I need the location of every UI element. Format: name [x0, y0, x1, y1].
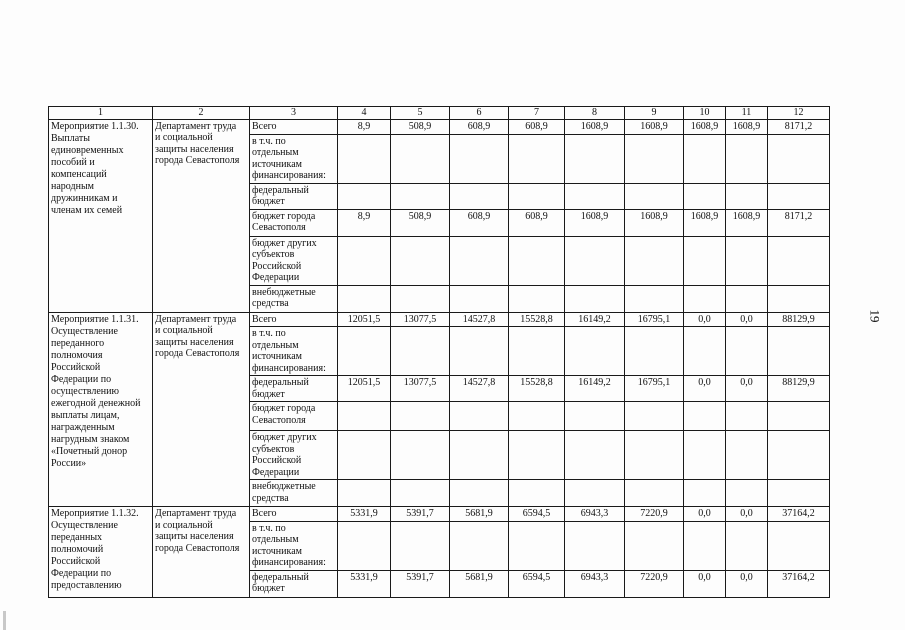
value-cell: [509, 431, 565, 480]
value-cell: 608,9: [450, 209, 509, 236]
executor-cell: Департамент труда и социальной защиты населения города Севастополя: [153, 312, 250, 507]
funding-source-cell: бюджет других субъектов Российской Федерации: [250, 236, 338, 285]
executor-cell: Департамент труда и социальной защиты населения города Севастополя: [153, 507, 250, 598]
value-cell: [509, 521, 565, 570]
value-cell: [768, 236, 830, 285]
executor-cell: Департамент труда и социальной защиты населения города Севастополя: [153, 119, 250, 312]
value-cell: 1608,9: [684, 119, 726, 134]
value-cell: [509, 183, 565, 209]
value-cell: [509, 402, 565, 431]
header-cell: 11: [726, 107, 768, 120]
value-cell: 5681,9: [450, 507, 509, 522]
value-cell: [338, 285, 391, 312]
value-cell: 12051,5: [338, 312, 391, 327]
value-cell: [625, 183, 684, 209]
value-cell: 1608,9: [625, 209, 684, 236]
value-cell: [391, 327, 450, 376]
value-cell: 88129,9: [768, 376, 830, 402]
value-cell: [768, 431, 830, 480]
value-cell: [509, 480, 565, 507]
value-cell: 0,0: [726, 312, 768, 327]
value-cell: 1608,9: [726, 119, 768, 134]
value-cell: [684, 521, 726, 570]
value-cell: [768, 134, 830, 183]
value-cell: 15528,8: [509, 312, 565, 327]
value-cell: [684, 327, 726, 376]
value-cell: 1608,9: [726, 209, 768, 236]
value-cell: [768, 285, 830, 312]
value-cell: 0,0: [684, 376, 726, 402]
value-cell: 0,0: [726, 507, 768, 522]
header-cell: 4: [338, 107, 391, 120]
value-cell: [684, 285, 726, 312]
value-cell: [726, 134, 768, 183]
value-cell: [565, 236, 625, 285]
value-cell: [391, 480, 450, 507]
value-cell: [338, 134, 391, 183]
value-cell: [391, 134, 450, 183]
value-cell: [684, 431, 726, 480]
activity-cell: [49, 312, 153, 507]
value-cell: 8171,2: [768, 209, 830, 236]
value-cell: 5391,7: [391, 570, 450, 597]
value-cell: [450, 134, 509, 183]
header-cell: 1: [49, 107, 153, 120]
header-cell: 12: [768, 107, 830, 120]
funding-source-cell: внебюджетные средства: [250, 480, 338, 507]
value-cell: [684, 402, 726, 431]
value-cell: [768, 183, 830, 209]
activity-description: Осуществление переданных полномочий Российской Федерации по предоставлению: [51, 520, 122, 591]
header-cell: 6: [450, 107, 509, 120]
value-cell: 16149,2: [565, 312, 625, 327]
value-cell: [726, 402, 768, 431]
header-cell: 9: [625, 107, 684, 120]
value-cell: 608,9: [450, 119, 509, 134]
value-cell: [625, 236, 684, 285]
value-cell: [338, 327, 391, 376]
page-number: 19: [867, 309, 883, 323]
value-cell: [391, 521, 450, 570]
value-cell: 608,9: [509, 119, 565, 134]
activity-cell: [49, 507, 153, 598]
funding-table: [48, 106, 830, 598]
value-cell: 5331,9: [338, 507, 391, 522]
funding-source-cell: в т.ч. по отдельным источникам финансирования:: [250, 521, 338, 570]
value-cell: 88129,9: [768, 312, 830, 327]
value-cell: 5331,9: [338, 570, 391, 597]
activity-description: Выплаты единовременных пособий и компенсаций народным дружинникам и членам их семей: [51, 132, 124, 216]
header-cell: 10: [684, 107, 726, 120]
activity-cell: [49, 119, 153, 312]
funding-source-cell: федеральный бюджет: [250, 570, 338, 597]
value-cell: [450, 285, 509, 312]
value-cell: 0,0: [726, 376, 768, 402]
funding-source-cell: бюджет города Севастополя: [250, 209, 338, 236]
value-cell: [726, 236, 768, 285]
value-cell: 0,0: [684, 570, 726, 597]
value-cell: 8,9: [338, 209, 391, 236]
value-cell: 1608,9: [625, 119, 684, 134]
value-cell: 7220,9: [625, 507, 684, 522]
value-cell: [625, 402, 684, 431]
value-cell: [726, 480, 768, 507]
value-cell: [565, 431, 625, 480]
value-cell: [391, 431, 450, 480]
header-cell: 2: [153, 107, 250, 120]
value-cell: [768, 327, 830, 376]
value-cell: [565, 134, 625, 183]
value-cell: 8171,2: [768, 119, 830, 134]
value-cell: 14527,8: [450, 376, 509, 402]
activity-description: Осуществление переданного полномочия Российской Федерации по осуществлению ежегодной денежной выплаты лицам, награжденным нагрудным знаком «Почетный донор России»: [51, 325, 141, 469]
header-cell: 7: [509, 107, 565, 120]
value-cell: [450, 402, 509, 431]
value-cell: 1608,9: [565, 209, 625, 236]
value-cell: [450, 480, 509, 507]
header-cell: 8: [565, 107, 625, 120]
value-cell: 13077,5: [391, 312, 450, 327]
value-cell: [565, 183, 625, 209]
value-cell: 15528,8: [509, 376, 565, 402]
value-cell: [391, 285, 450, 312]
value-cell: [726, 327, 768, 376]
value-cell: [338, 236, 391, 285]
value-cell: [450, 521, 509, 570]
value-cell: [768, 521, 830, 570]
value-cell: [509, 327, 565, 376]
value-cell: [565, 480, 625, 507]
funding-source-cell: Всего: [250, 312, 338, 327]
value-cell: [565, 521, 625, 570]
value-cell: [509, 285, 565, 312]
activity-title: Мероприятие 1.1.31.: [51, 313, 139, 325]
value-cell: [625, 480, 684, 507]
value-cell: [726, 521, 768, 570]
activity-title: Мероприятие 1.1.32.: [51, 508, 139, 519]
value-cell: [684, 183, 726, 209]
funding-source-cell: Всего: [250, 119, 338, 134]
funding-source-cell: бюджет других субъектов Российской Федерации: [250, 431, 338, 480]
value-cell: [450, 431, 509, 480]
value-cell: [509, 134, 565, 183]
value-cell: [768, 480, 830, 507]
value-cell: [625, 431, 684, 480]
funding-source-cell: федеральный бюджет: [250, 376, 338, 402]
value-cell: [391, 236, 450, 285]
value-cell: [726, 183, 768, 209]
value-cell: 16795,1: [625, 376, 684, 402]
value-cell: [338, 521, 391, 570]
value-cell: [625, 285, 684, 312]
funding-source-cell: в т.ч. по отдельным источникам финансирования:: [250, 134, 338, 183]
value-cell: [338, 183, 391, 209]
value-cell: 7220,9: [625, 570, 684, 597]
value-cell: [684, 236, 726, 285]
value-cell: [450, 183, 509, 209]
value-cell: [726, 285, 768, 312]
value-cell: [565, 285, 625, 312]
value-cell: 13077,5: [391, 376, 450, 402]
funding-source-cell: бюджет города Севастополя: [250, 402, 338, 431]
value-cell: [625, 521, 684, 570]
funding-source-cell: в т.ч. по отдельным источникам финансирования:: [250, 327, 338, 376]
header-cell: 3: [250, 107, 338, 120]
value-cell: [768, 402, 830, 431]
value-cell: [391, 183, 450, 209]
value-cell: 37164,2: [768, 507, 830, 522]
funding-source-cell: Всего: [250, 507, 338, 522]
value-cell: 5681,9: [450, 570, 509, 597]
value-cell: [625, 134, 684, 183]
value-cell: 608,9: [509, 209, 565, 236]
value-cell: [565, 327, 625, 376]
value-cell: 16795,1: [625, 312, 684, 327]
value-cell: [509, 236, 565, 285]
value-cell: 8,9: [338, 119, 391, 134]
value-cell: [450, 236, 509, 285]
table-row: [49, 312, 830, 327]
value-cell: [338, 402, 391, 431]
value-cell: 6594,5: [509, 570, 565, 597]
value-cell: [684, 134, 726, 183]
value-cell: 14527,8: [450, 312, 509, 327]
value-cell: [726, 431, 768, 480]
value-cell: 6943,3: [565, 570, 625, 597]
value-cell: 12051,5: [338, 376, 391, 402]
value-cell: 6943,3: [565, 507, 625, 522]
value-cell: [684, 480, 726, 507]
value-cell: 6594,5: [509, 507, 565, 522]
header-cell: 5: [391, 107, 450, 120]
value-cell: 16149,2: [565, 376, 625, 402]
value-cell: [338, 480, 391, 507]
value-cell: 0,0: [684, 507, 726, 522]
value-cell: 0,0: [726, 570, 768, 597]
table-row: [49, 507, 830, 522]
value-cell: 0,0: [684, 312, 726, 327]
activity-title: Мероприятие 1.1.30.: [51, 120, 139, 132]
value-cell: [565, 402, 625, 431]
funding-source-cell: внебюджетные средства: [250, 285, 338, 312]
value-cell: 37164,2: [768, 570, 830, 597]
value-cell: [391, 402, 450, 431]
value-cell: [450, 327, 509, 376]
funding-source-cell: федеральный бюджет: [250, 183, 338, 209]
value-cell: 508,9: [391, 119, 450, 134]
scan-edge-mark: [3, 611, 6, 630]
value-cell: 1608,9: [565, 119, 625, 134]
value-cell: [625, 327, 684, 376]
header-row: [49, 107, 830, 120]
value-cell: 5391,7: [391, 507, 450, 522]
value-cell: 508,9: [391, 209, 450, 236]
value-cell: 1608,9: [684, 209, 726, 236]
table-row: [49, 119, 830, 134]
value-cell: [338, 431, 391, 480]
